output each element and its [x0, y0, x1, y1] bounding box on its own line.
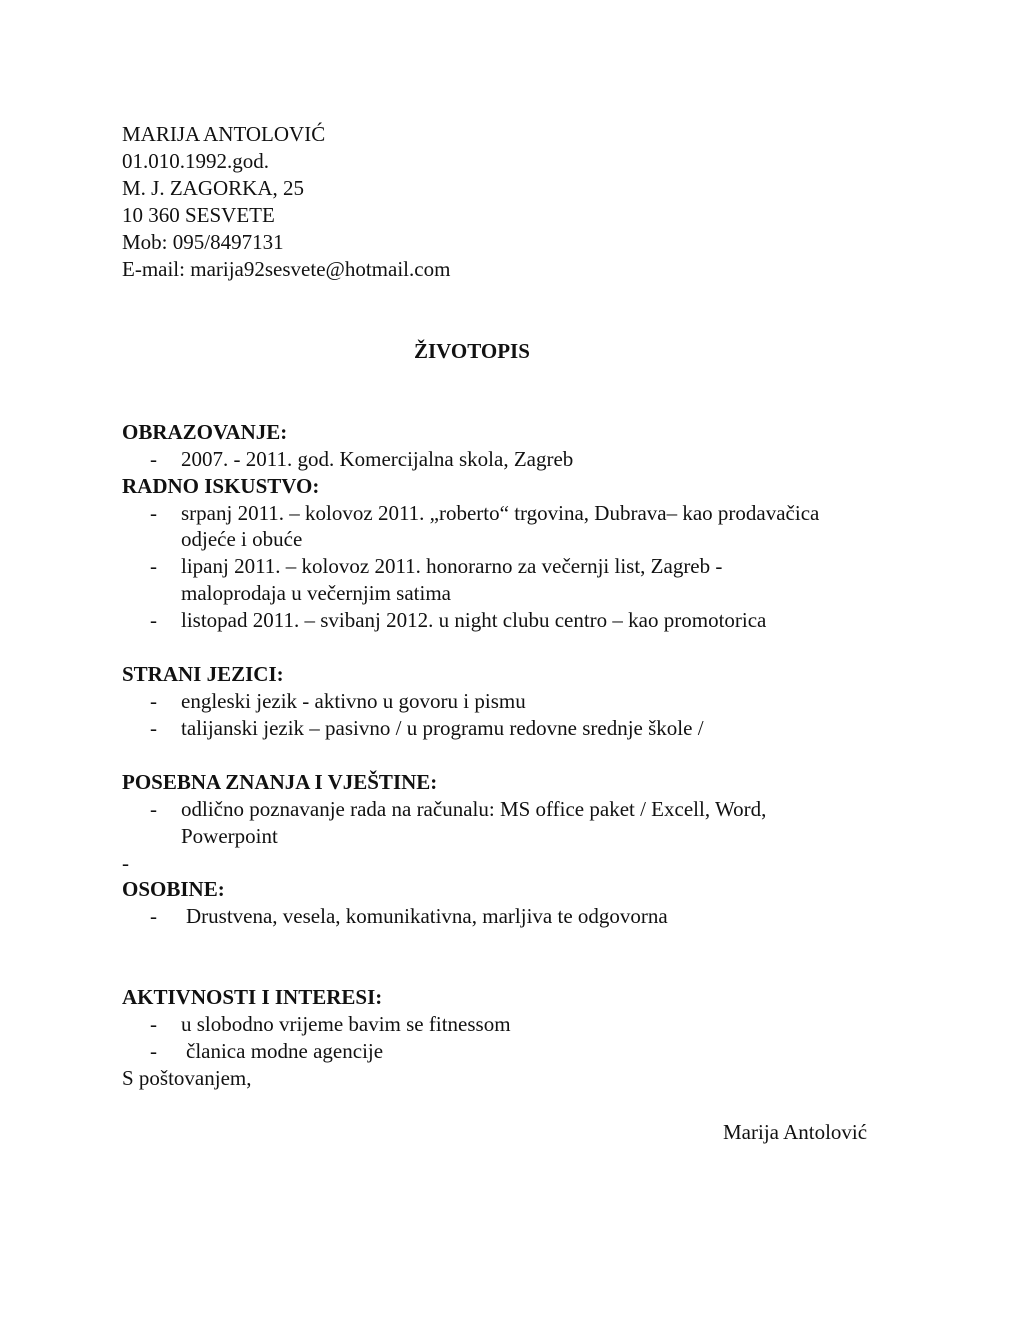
document-title: ŽIVOTOPIS — [414, 339, 530, 363]
bullet-dash: - — [150, 554, 157, 578]
street-address: M. J. ZAGORKA, 25 — [122, 176, 305, 200]
traits-item: Drustvena, vesela, komunikativna, marljiva te odgovorna — [186, 904, 668, 928]
bullet-dash: - — [150, 904, 157, 928]
empty-bullet-dash: - — [122, 851, 129, 875]
interest-item-agency: članica modne agencije — [186, 1039, 384, 1063]
bullet-dash: - — [150, 1039, 157, 1063]
bullet-dash: - — [150, 1012, 157, 1036]
experience-item-1-line1: srpanj 2011. – kolovoz 2011. „roberto“ trgovina, Dubrava– kao prodavačica — [181, 501, 820, 525]
closing-salutation: S poštovanjem, — [122, 1066, 252, 1090]
bullet-dash: - — [150, 501, 157, 525]
education-heading: OBRAZOVANJE: — [122, 420, 288, 444]
experience-item-3-line1: listopad 2011. – svibanj 2012. u night clubu centro – kao promotorica — [181, 608, 767, 632]
date-of-birth: 01.010.1992.god. — [122, 149, 269, 173]
experience-item-2-line1: lipanj 2011. – kolovoz 2011. honorarno za večernji list, Zagreb - — [181, 554, 723, 578]
mobile-number: Mob: 095/8497131 — [122, 230, 284, 254]
signature-name: Marija Antolović — [723, 1120, 868, 1144]
education-item: 2007. - 2011. god. Komercijalna skola, Zagreb — [181, 447, 574, 471]
experience-item-1-line2: odjeće i obuće — [181, 527, 303, 551]
skills-heading: POSEBNA ZNANJA I VJEŠTINE: — [122, 770, 438, 794]
bullet-dash: - — [150, 447, 157, 471]
skills-item-line1: odlično poznavanje rada na računalu: MS office paket / Excell, Word, — [181, 797, 767, 821]
interests-heading: AKTIVNOSTI I INTERESI: — [122, 985, 383, 1009]
traits-heading: OSOBINE: — [122, 877, 225, 901]
language-item-italian: talijanski jezik – pasivno / u programu redovne srednje škole / — [181, 716, 704, 740]
bullet-dash: - — [150, 797, 157, 821]
applicant-name: MARIJA ANTOLOVIĆ — [122, 122, 326, 146]
languages-heading: STRANI JEZICI: — [122, 662, 284, 686]
bullet-dash: - — [150, 608, 157, 632]
interest-item-fitness: u slobodno vrijeme bavim se fitnessom — [181, 1012, 511, 1036]
email-address: E-mail: marija92sesvete@hotmail.com — [122, 257, 451, 281]
city-address: 10 360 SESVETE — [122, 203, 275, 227]
experience-heading: RADNO ISKUSTVO: — [122, 474, 320, 498]
skills-item-line2: Powerpoint — [181, 824, 278, 848]
experience-item-2-line2: maloprodaja u večernjim satima — [181, 581, 451, 605]
bullet-dash: - — [150, 689, 157, 713]
bullet-dash: - — [150, 716, 157, 740]
language-item-english: engleski jezik - aktivno u govoru i pismu — [181, 689, 526, 713]
